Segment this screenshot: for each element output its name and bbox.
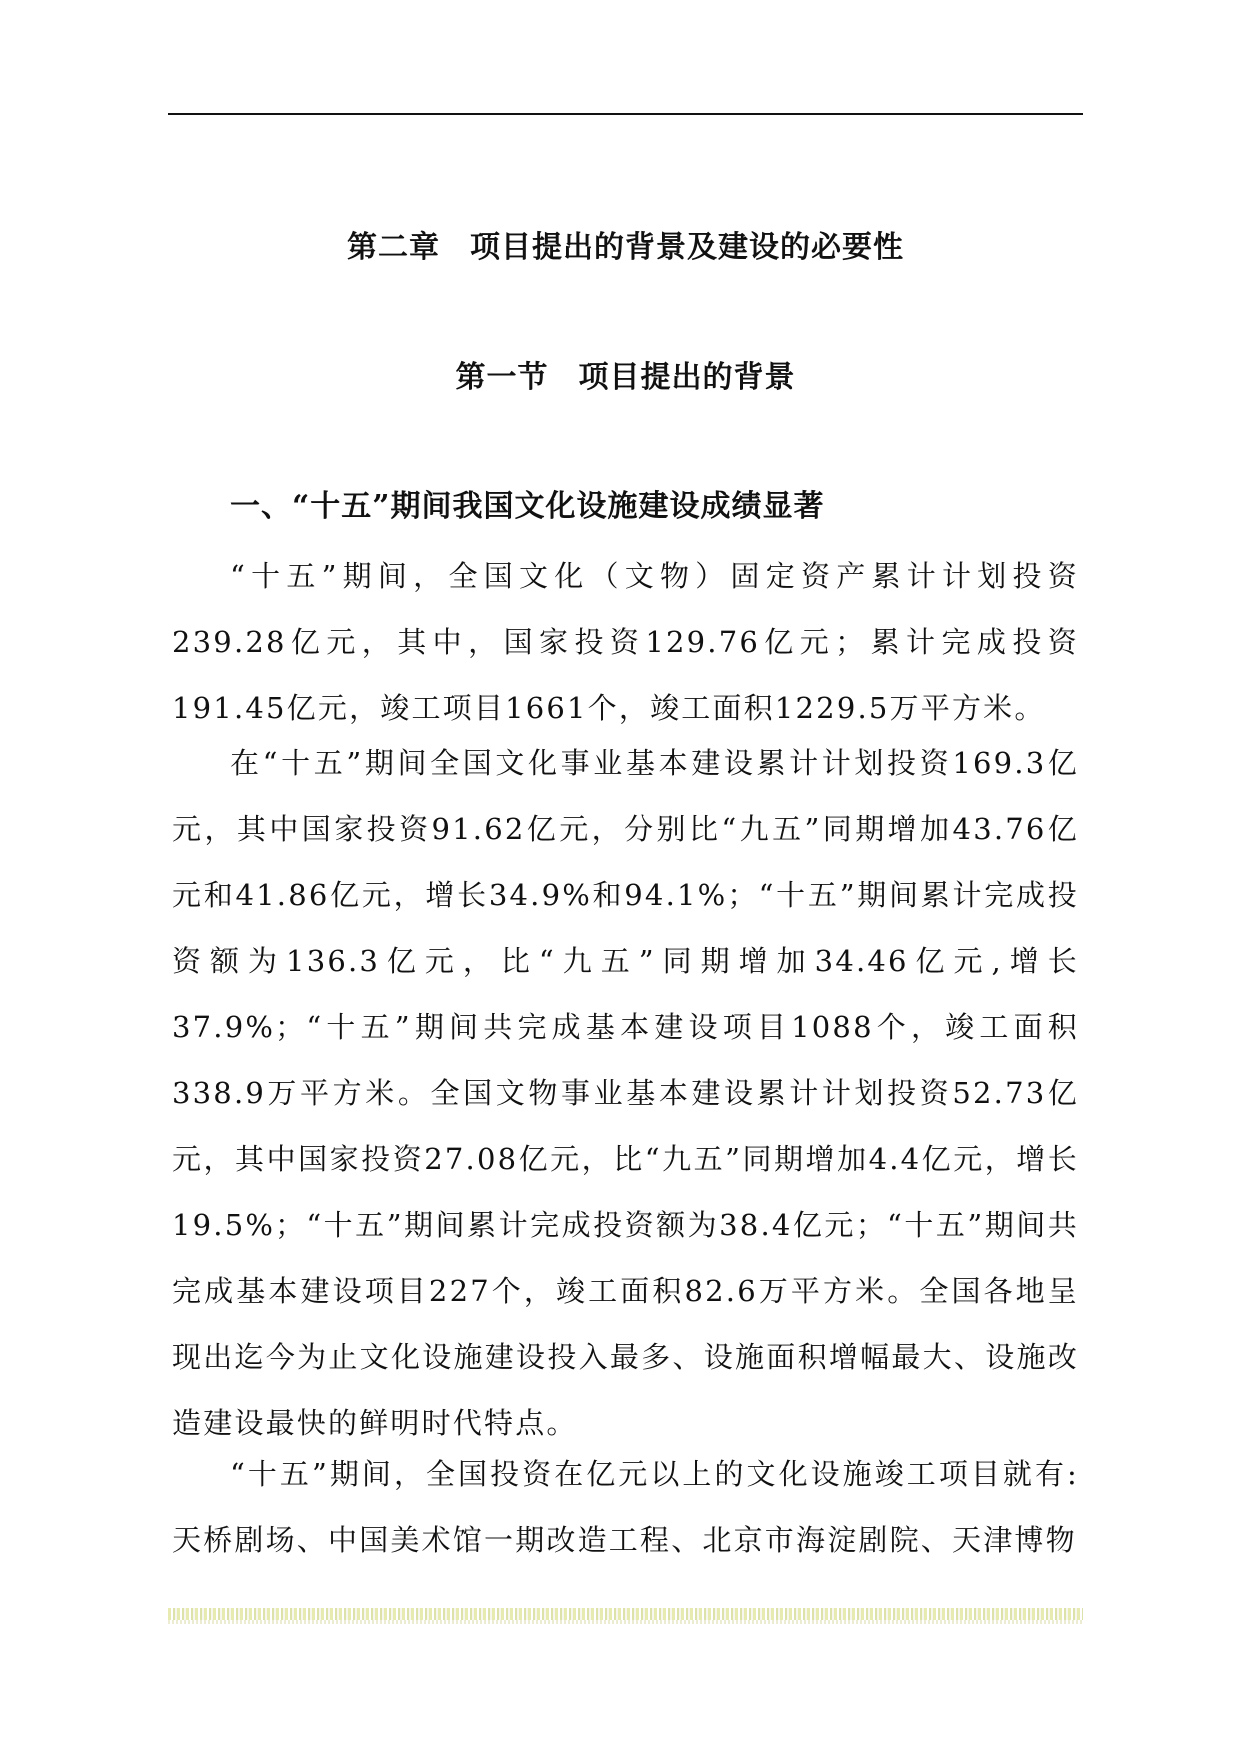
chapter-title [168, 226, 1083, 270]
paragraph-text: 在“十五”期间全国文化事业基本建设累计计划投资169.3亿元，其中国家投资91.62亿元，分别比“九五”同期增加43.76亿元和41.86亿元，增长34.9%和94.1%；“十五”期间累计完成投资额为136.3亿元，比“九五”同期增加34.46亿元,增长37.9%；“十五”期间共完成基本建设项目1088个，竣工面积338.9万平方米。全国文物事业基本建设累计计划投资52.73亿元，其中国家投资27.08亿元，比“九五”同期增加4.4亿元，增长19.5%；“十五”期间累计完成投资额为38.4亿元；“十五”期间共完成基本建设项目227个，竣工面积82.6万平方米。全国各地呈现出迄今为止文化设施建设投入最多、设施面积增幅最大、设施改造建设最快的鲜明时代特点。 [172, 746, 1079, 1440]
section-name: 项目提出的背景 [578, 360, 796, 395]
subsection-heading: 一、“十五”期间我国文化设施建设成绩显著 [230, 489, 825, 524]
header-rule [168, 113, 1083, 115]
footer-watermark-strip-lower [168, 1620, 1083, 1624]
paragraph-text: “十五”期间，全国投资在亿元以上的文化设施竣工项目就有:天桥剧场、中国美术馆一期改造工程、北京市海淀剧院、天津博物 [172, 1457, 1079, 1557]
paragraph-2 [172, 730, 1079, 1456]
chapter-name: 项目提出的背景及建设的必要性 [470, 230, 904, 265]
paragraph-3 [172, 1441, 1079, 1573]
paragraph-1 [172, 543, 1079, 741]
paragraph-text: “十五”期间，全国文化（文物）固定资产累计计划投资239.28亿元，其中，国家投资129.76亿元；累计完成投资191.45亿元，竣工项目1661个，竣工面积1229.5万平方米。 [172, 559, 1079, 725]
footer-watermark-strip [168, 1608, 1083, 1620]
section-number: 第一节 [455, 360, 549, 395]
chapter-number: 第二章 [347, 230, 440, 265]
section-title [168, 356, 1083, 400]
